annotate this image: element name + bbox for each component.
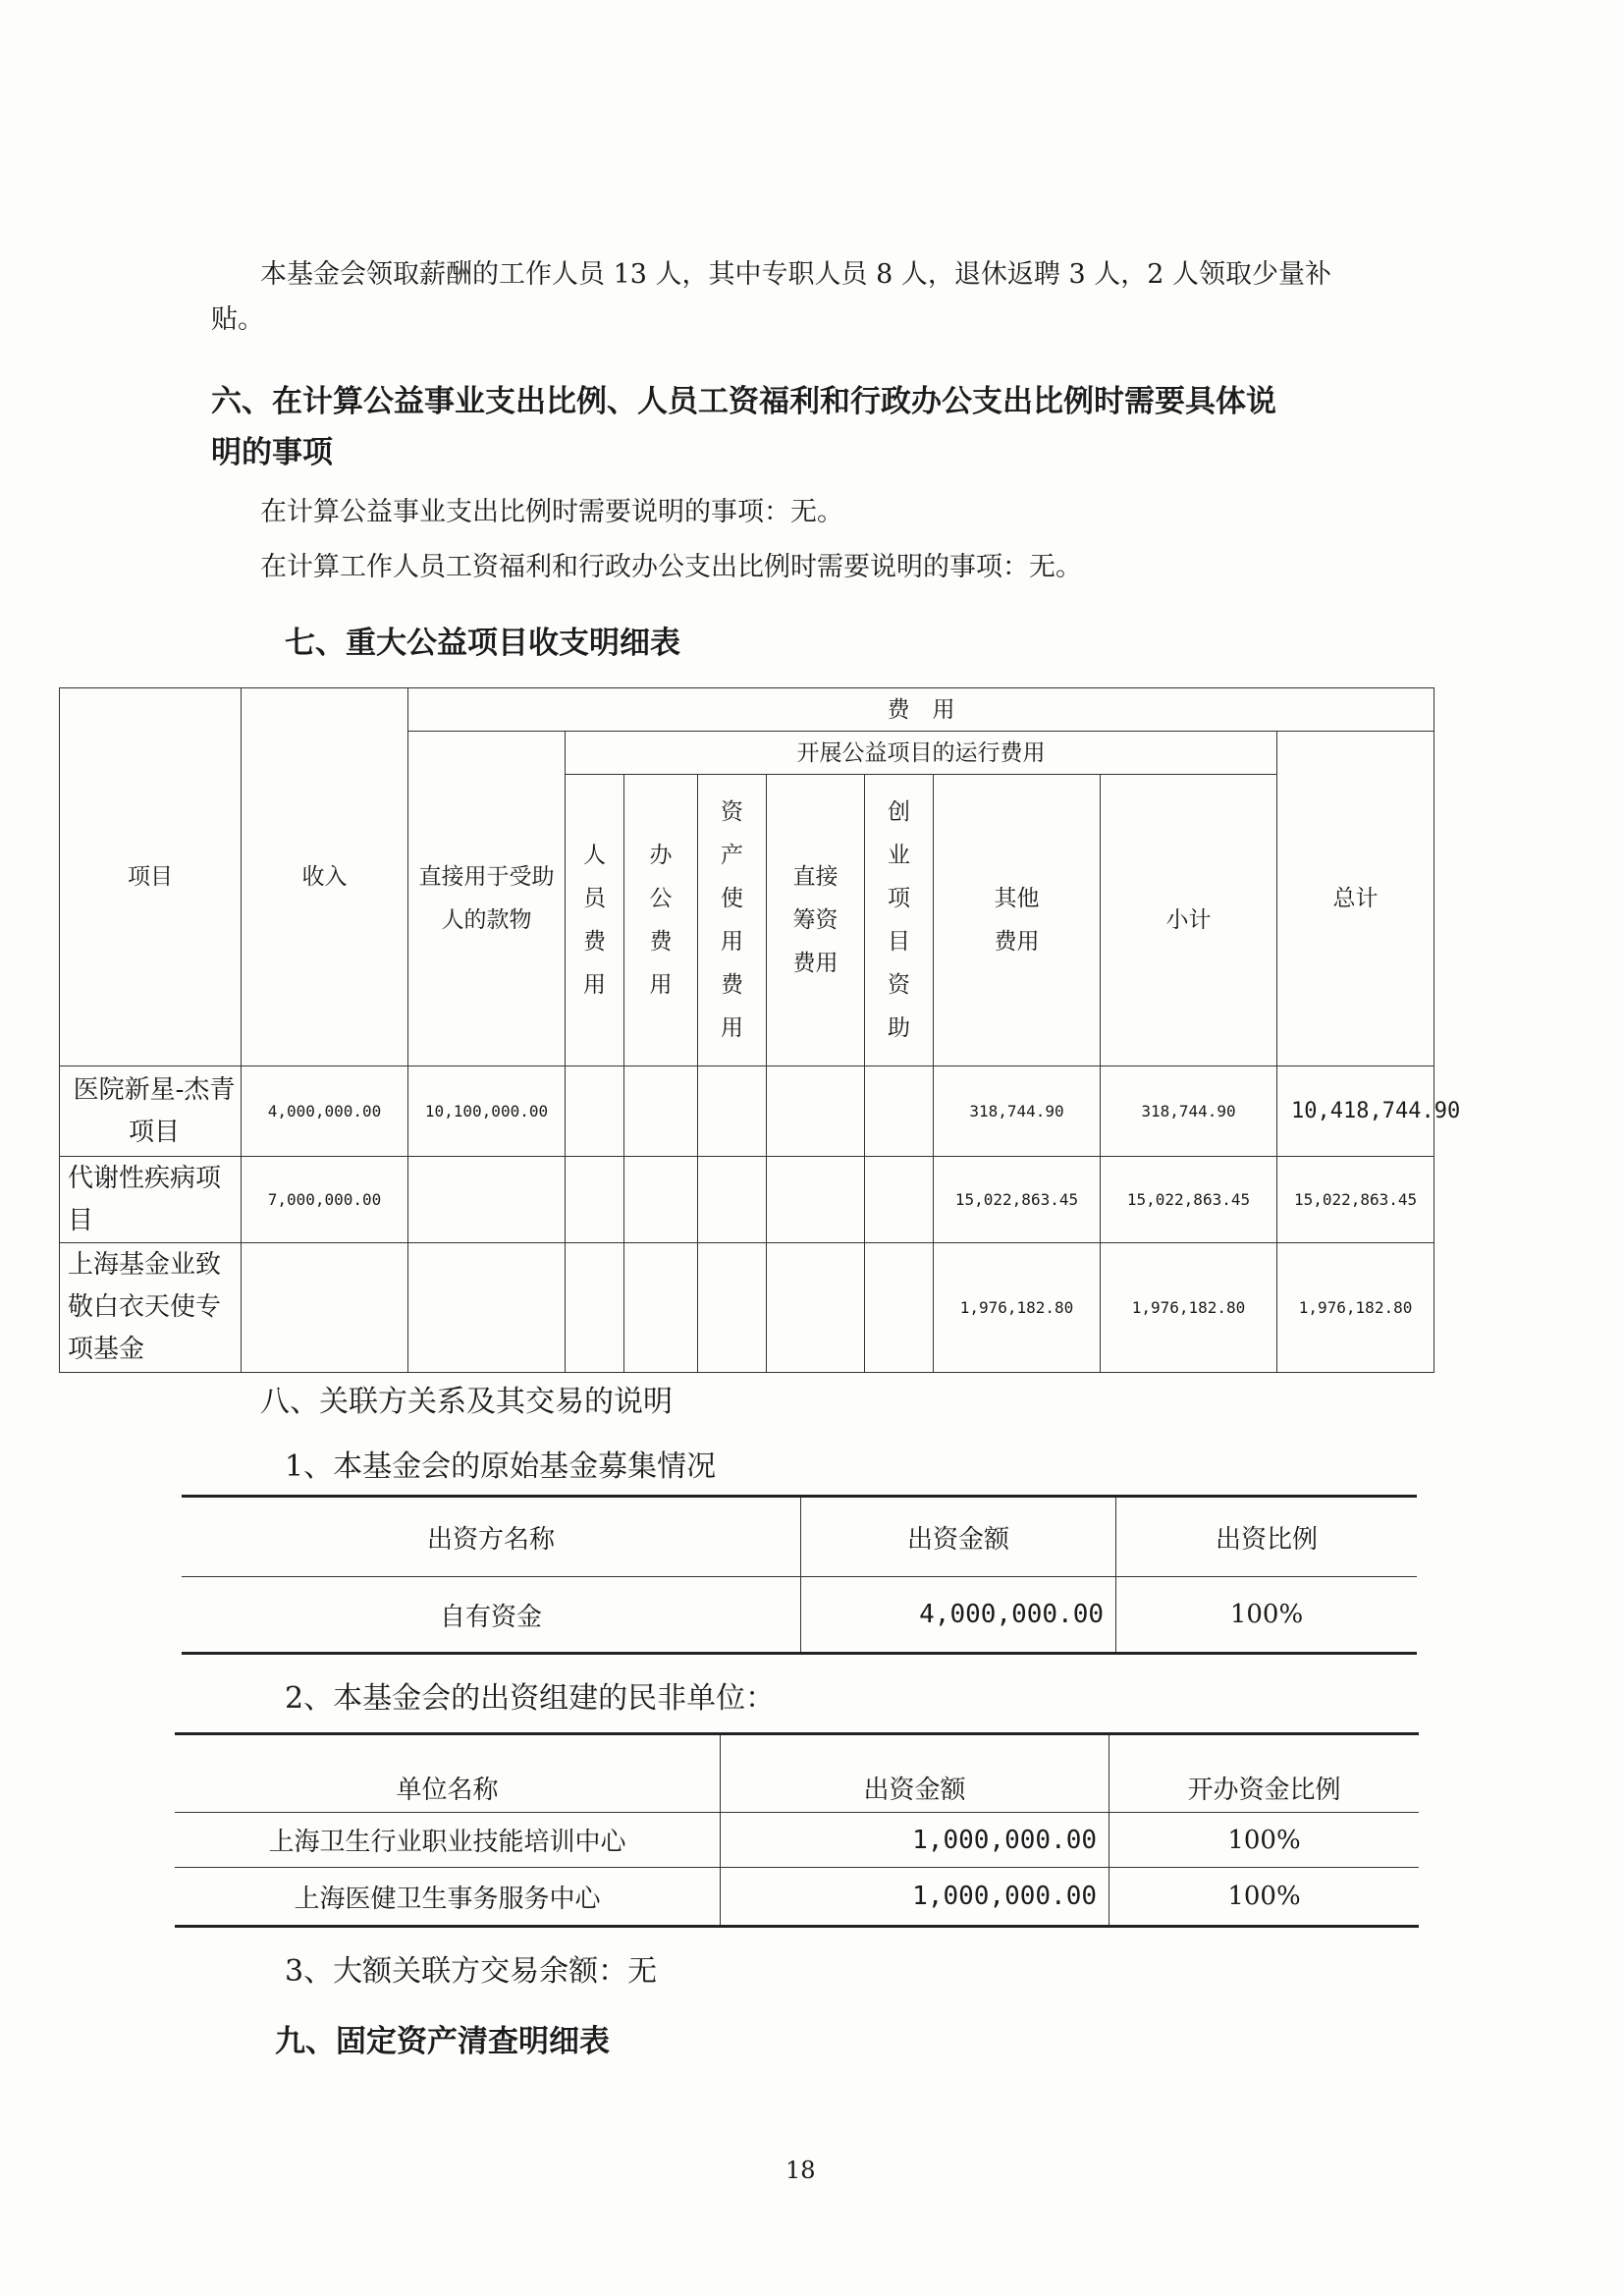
header-other: 其他费用 — [934, 775, 1101, 1066]
row-1-other: 318,744.90 — [934, 1066, 1101, 1157]
page-number: 18 — [785, 2157, 816, 2184]
section-6-line1: 在计算公益事业支出比例时需要说明的事项：无。 — [260, 497, 843, 527]
row-3-total: 1,976,182.80 — [1277, 1243, 1434, 1373]
header-expense: 费 用 — [408, 688, 1434, 732]
row-3-income — [242, 1243, 408, 1373]
funded-units-table — [175, 1732, 1419, 1928]
t1-name: 自有资金 — [182, 1577, 801, 1654]
section-6-title-line1: 六、在计算公益事业支出比例、人员工资福利和行政办公支出比例时需要具体说 — [211, 384, 1276, 419]
table-row — [60, 1066, 1434, 1157]
section-6-line2: 在计算工作人员工资福利和行政办公支出比例时需要说明的事项：无。 — [260, 552, 1082, 582]
t2-header-amount: 出资金额 — [721, 1734, 1109, 1813]
header-staff: 人员费用 — [566, 775, 624, 1066]
section-6-title-line2: 明的事项 — [211, 435, 333, 470]
table-row — [175, 1868, 1419, 1927]
row-1-direct: 10,100,000.00 — [408, 1066, 566, 1157]
header-direct: 直接用于受助人的款物 — [408, 732, 566, 1066]
t1-amount: 4,000,000.00 — [801, 1577, 1116, 1654]
t1-ratio: 100% — [1229, 1600, 1304, 1629]
row-2-direct — [408, 1157, 566, 1243]
t2-row1-name: 上海卫生行业职业技能培训中心 — [175, 1813, 721, 1868]
section-8-sub2: 2、本基金会的出资组建的民非单位： — [285, 1681, 776, 1716]
table-row — [60, 1157, 1434, 1243]
t1-header-amount: 出资金额 — [801, 1497, 1116, 1577]
header-startup: 创业项目资助 — [865, 775, 934, 1066]
t2-header-ratio: 开办资金比例 — [1109, 1734, 1420, 1813]
row-2-subtotal: 15,022,863.45 — [1101, 1157, 1277, 1243]
staff-paragraph-line2: 贴。 — [211, 304, 264, 335]
staff-paragraph-line1: 本基金会领取薪酬的工作人员 13 人，其中专职人员 8 人，退休返聘 3 人，2 人领取少量补 — [260, 259, 1331, 290]
row-2-income: 7,000,000.00 — [242, 1157, 408, 1243]
t2-row2-name: 上海医健卫生事务服务中心 — [175, 1868, 721, 1927]
row-3-project: 上海基金业致敬白衣天使专项基金 — [60, 1243, 242, 1373]
header-office: 办公费用 — [624, 775, 698, 1066]
row-3-other: 1,976,182.80 — [934, 1243, 1101, 1373]
row-1-subtotal: 318,744.90 — [1101, 1066, 1277, 1157]
t2-row2-amount: 1,000,000.00 — [721, 1868, 1109, 1927]
t2-row2-ratio: 100% — [1227, 1882, 1301, 1911]
row-1-total: 10,418,744.90 — [1277, 1066, 1434, 1157]
t2-header-name: 单位名称 — [175, 1734, 721, 1813]
table-row — [182, 1577, 1417, 1654]
section-8-sub1: 1、本基金会的原始基金募集情况 — [285, 1449, 717, 1484]
header-total: 总计 — [1277, 732, 1434, 1066]
t2-row1-ratio: 100% — [1109, 1813, 1420, 1868]
header-fundraise: 直接筹资费用 — [767, 775, 865, 1066]
section-9-title: 九、固定资产清查明细表 — [275, 2024, 610, 2059]
t1-header-name: 出资方名称 — [182, 1497, 801, 1577]
header-subtotal: 小计 — [1101, 775, 1277, 1066]
row-2-project: 代谢性疾病项目 — [60, 1157, 242, 1243]
header-running: 开展公益项目的运行费用 — [566, 732, 1277, 775]
section-7-title: 七、重大公益项目收支明细表 — [285, 626, 680, 661]
original-fund-table — [182, 1495, 1417, 1655]
row-3-direct — [408, 1243, 566, 1373]
row-2-other: 15,022,863.45 — [934, 1157, 1101, 1243]
row-1-income: 4,000,000.00 — [242, 1066, 408, 1157]
project-expense-table — [59, 687, 1461, 1373]
header-project: 项目 — [60, 688, 242, 1066]
row-1-project: 医院新星-杰青项目 — [60, 1066, 242, 1157]
section-8-sub3: 3、大额关联方交易余额：无 — [285, 1954, 658, 1989]
row-2-total: 15,022,863.45 — [1277, 1157, 1434, 1243]
row-3-subtotal: 1,976,182.80 — [1101, 1243, 1277, 1373]
t2-row1-amount: 1,000,000.00 — [721, 1813, 1109, 1868]
header-asset: 资产使用费用 — [698, 775, 767, 1066]
table-row — [60, 1243, 1434, 1373]
t1-header-ratio: 出资比例 — [1116, 1497, 1418, 1577]
section-8-title: 八、关联方关系及其交易的说明 — [260, 1385, 673, 1419]
table-row — [175, 1813, 1419, 1868]
header-income: 收入 — [242, 688, 408, 1066]
